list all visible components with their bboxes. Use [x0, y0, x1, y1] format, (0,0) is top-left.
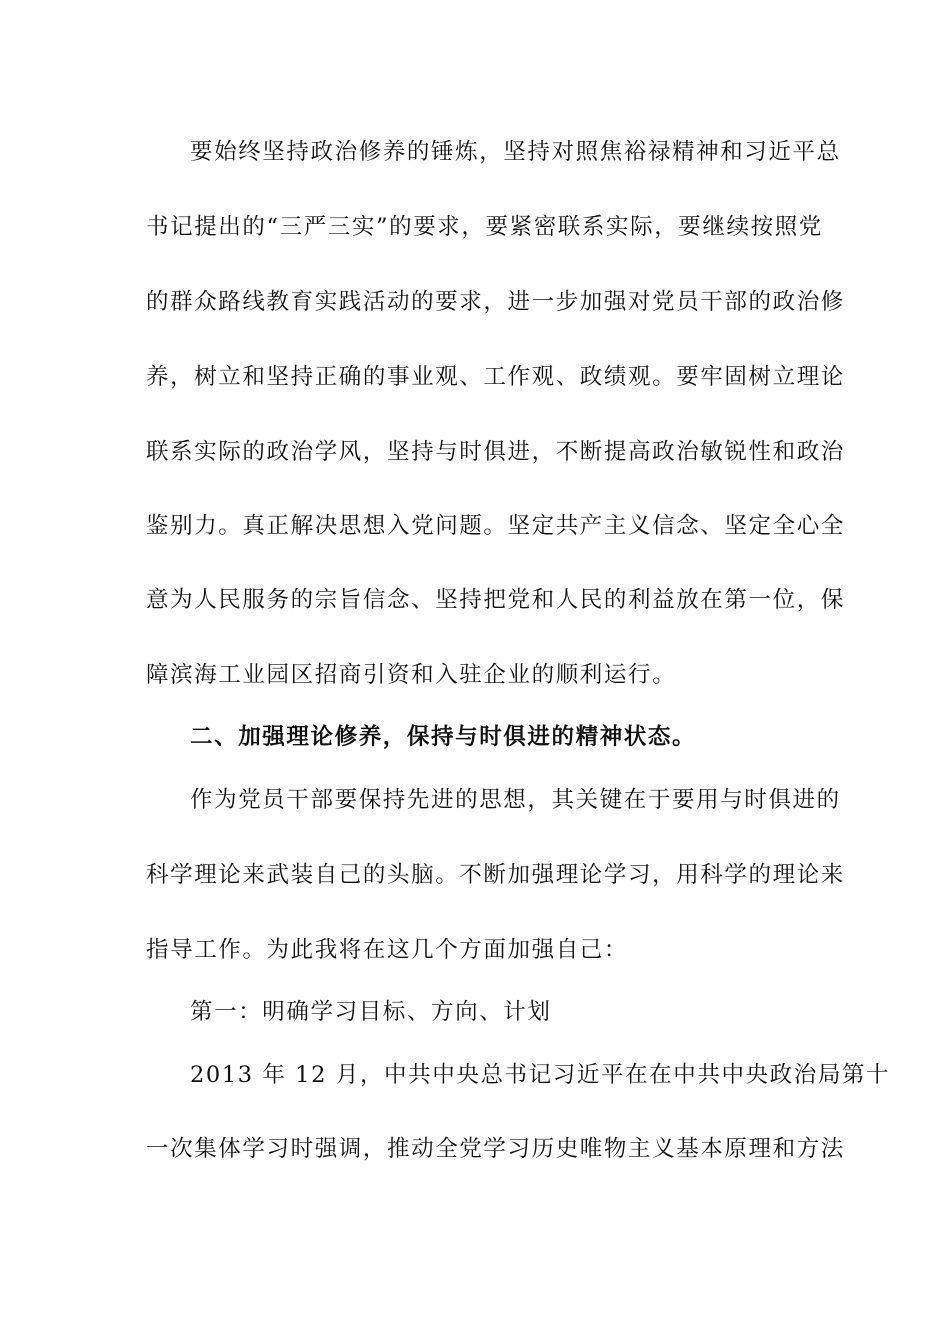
paragraph-line: 的群众路线教育实践活动的要求，进一步加强对党员干部的政治修 — [146, 289, 845, 315]
paragraph-line: 养，树立和坚持正确的事业观、工作观、政绩观。要牢固树立理论 — [146, 364, 845, 390]
paragraph-line: 科学理论来武装自己的头脑。不断加强理论学习，用科学的理论来 — [146, 862, 845, 888]
paragraph-line: 书记提出的“三严三实”的要求，要紧密联系实际，要继续按照党 — [146, 214, 823, 240]
paragraph-line: 障滨海工业园区招商引资和入驻企业的顺利运行。 — [146, 662, 677, 688]
paragraph-line: 指导工作。为此我将在这几个方面加强自己： — [146, 937, 629, 963]
paragraph-line: 意为人民服务的宗旨信念、坚持把党和人民的利益放在第一位，保 — [146, 587, 845, 613]
section-heading: 二、加强理论修养，保持与时俱进的精神状态。 — [190, 724, 697, 750]
subheading-line: 第一：明确学习目标、方向、计划 — [190, 999, 552, 1025]
paragraph-line: 作为党员干部要保持先进的思想，其关键在于要用与时俱进的 — [190, 787, 841, 813]
paragraph-line: 联系实际的政治学风，坚持与时俱进，不断提高政治敏锐性和政治 — [146, 439, 845, 465]
paragraph-line: 一次集体学习时强调，推动全党学习历史唯物主义基本原理和方法 — [146, 1136, 845, 1162]
paragraph-line: 要始终坚持政治修养的锤炼，坚持对照焦裕禄精神和习近平总 — [190, 139, 841, 165]
paragraph-line: 2013 年 12 月，中共中央总书记习近平在在中共中央政治局第十 — [190, 1062, 891, 1088]
paragraph-line: 鉴别力。真正解决思想入党问题。坚定共产主义信念、坚定全心全 — [146, 513, 845, 539]
